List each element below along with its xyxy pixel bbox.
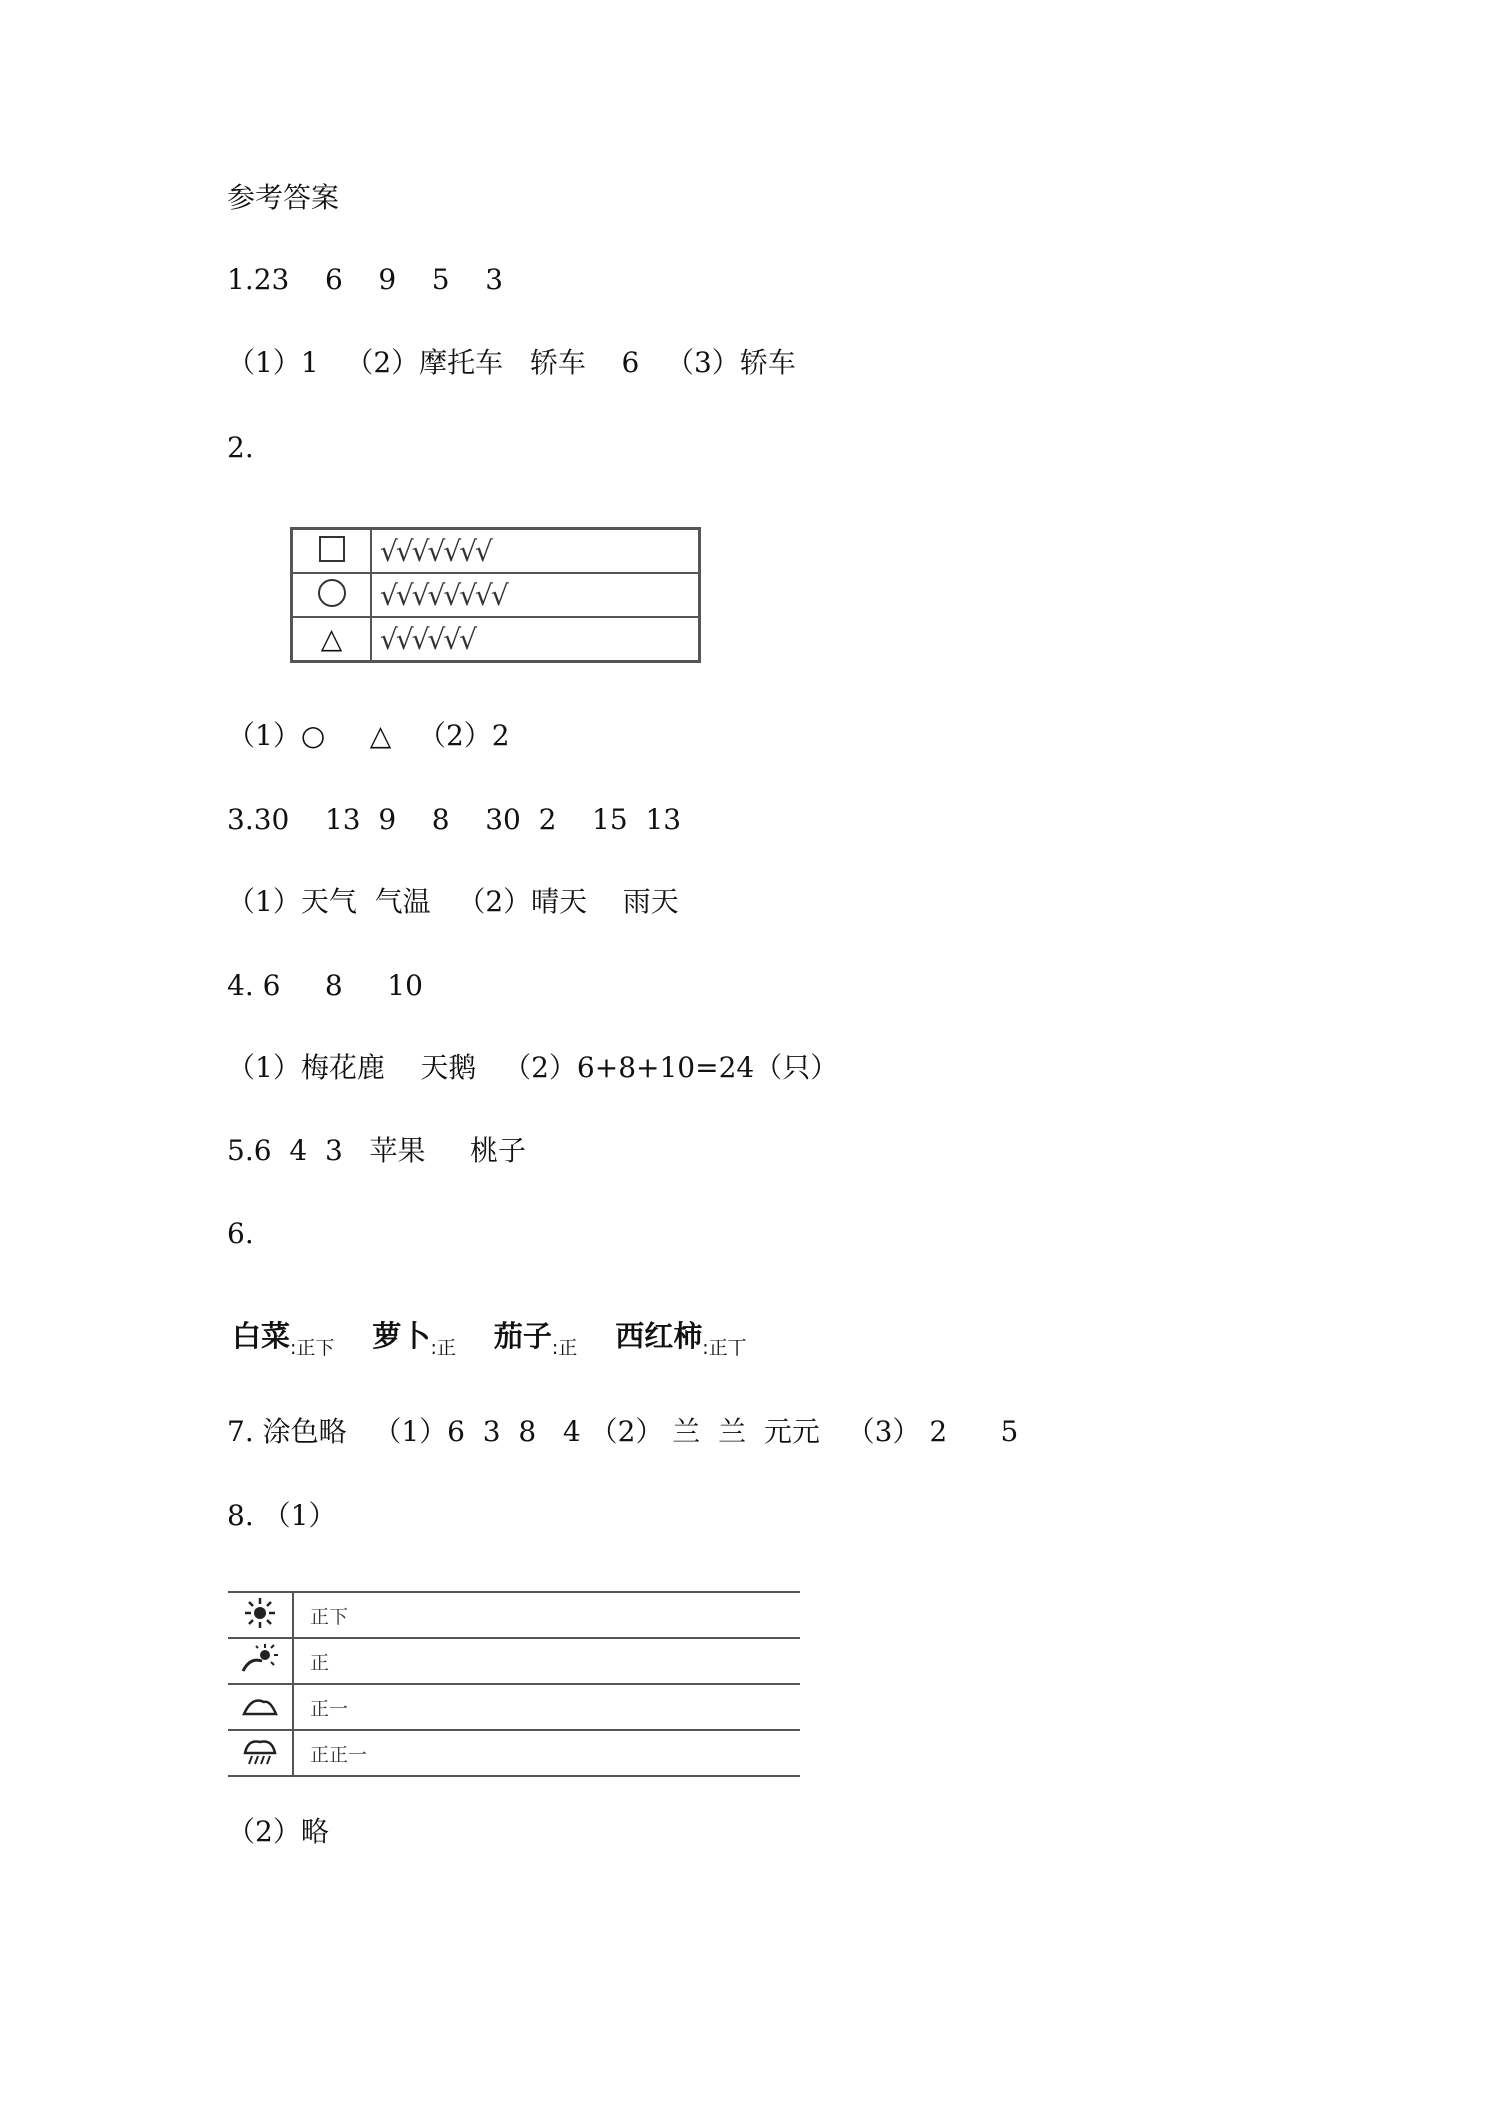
check-marks: √√√√√√ [371,617,700,662]
table-row [292,617,700,662]
answer-6-label: 6. [227,1217,254,1250]
weather-tally: 正 [310,1651,330,1674]
answer-7-line: 7. 涂色略 （1）6 3 8 4 （2） 兰 兰 元元 （3） 2 5 [227,1415,1019,1448]
answer-3-line-1: 3.30 13 9 8 30 2 15 13 [227,803,682,836]
vegetable-tally: :正丅 [702,1337,747,1359]
answer-1-line-2: （1）1 （2）摩托车 轿车 6 （3）轿车 [227,346,796,379]
weather-tally: 正下 [310,1605,349,1628]
square-symbol [292,529,372,574]
sun-cloud-icon [240,1643,280,1675]
sun-icon [242,1597,278,1629]
cloud-icon [240,1690,280,1720]
table-row [228,1638,800,1684]
vegetable-tally: :正 [430,1337,456,1359]
table-row [228,1684,800,1730]
symbol-check-table [290,527,701,663]
answer-2-label: 2. [227,431,254,464]
circle-symbol [292,573,372,617]
answer-1-line-1: 1.23 6 9 5 3 [227,263,504,296]
rain-icon [240,1735,280,1767]
vegetable-name: 茄子 [493,1319,552,1353]
table-row [292,573,700,617]
weather-tally-table [228,1591,800,1777]
vegetable-tally: :正 [551,1337,578,1359]
answer-8-label: 8. （1） [227,1499,337,1532]
answer-4-line-1: 4. 6 8 10 [227,969,423,1002]
table-row [292,529,700,574]
weather-tally: 正一 [310,1697,349,1720]
weather-tally: 正正一 [310,1743,368,1766]
vegetable-name: 萝卜 [372,1319,431,1353]
vegetable-name: 西红柿 [615,1319,703,1353]
vegetable-tally-row [232,1316,747,1368]
answer-8-part-2: （2）略 [227,1815,329,1848]
vegetable-name: 白菜 [232,1319,291,1353]
answer-4-line-2: （1）梅花鹿 天鹅 （2）6+8+10=24（只） [227,1051,839,1084]
answer-5-line: 5.6 4 3 苹果 桃子 [227,1134,526,1167]
table-row [228,1592,800,1638]
triangle-symbol: △ [292,617,372,662]
check-marks: √√√√√√√ [371,529,700,574]
answer-2-result: （1）○ △ （2）2 [227,719,510,752]
answer-3-line-2: （1）天气 气温 （2）晴天 雨天 [227,885,679,918]
vegetable-tally: :正下 [290,1337,335,1359]
check-marks: √√√√√√√√ [371,573,700,617]
page-title: 参考答案 [227,181,340,214]
table-row [228,1730,800,1776]
